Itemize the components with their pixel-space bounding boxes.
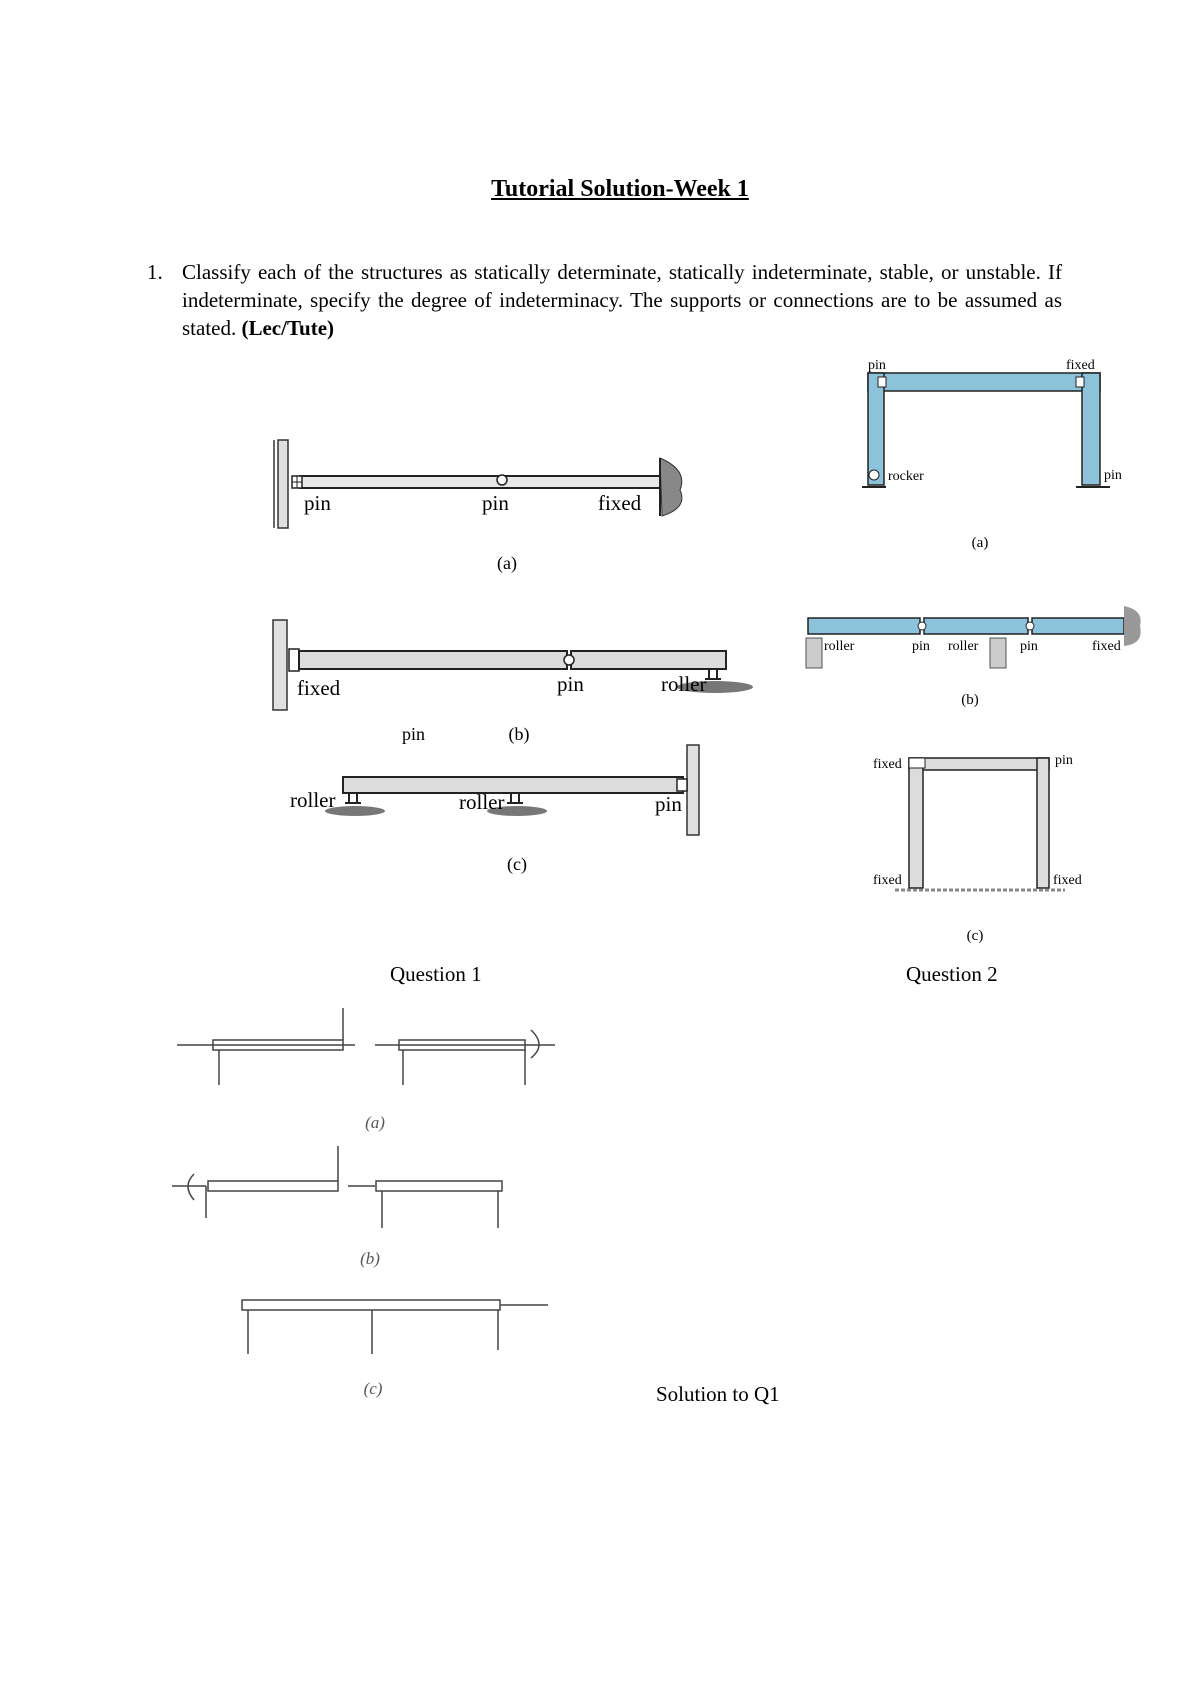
label-rocker: rocker <box>888 469 924 484</box>
label-fixed: fixed <box>1092 639 1121 654</box>
solution-caption-b: (b) <box>360 1249 380 1268</box>
wall <box>273 620 287 710</box>
fixed-support <box>660 458 682 516</box>
label-fixed: fixed <box>1066 358 1095 373</box>
q2-figure-c <box>865 750 1115 950</box>
page-title: Tutorial Solution-Week 1 <box>491 176 749 202</box>
pier <box>806 638 822 668</box>
label-roller: roller <box>459 790 505 814</box>
solution-figure-b <box>170 1140 550 1270</box>
label-pin: pin <box>304 491 331 515</box>
question-text <box>182 258 1062 342</box>
label-pin: pin <box>1020 639 1038 654</box>
solution-caption-c: (c) <box>363 1379 383 1398</box>
q1-figure-c <box>285 745 725 885</box>
label-pin: pin <box>868 358 886 373</box>
label-roller: roller <box>948 639 979 654</box>
column <box>909 758 923 888</box>
solution-caption-a: (a) <box>365 1113 385 1132</box>
stray-label-pin: pin <box>402 724 426 744</box>
label-roller: roller <box>824 639 855 654</box>
solution-figure-c <box>230 1290 560 1420</box>
label-pin: pin <box>655 792 682 816</box>
label-fixed: fixed <box>297 676 341 700</box>
beam <box>571 651 726 669</box>
caption-question-2: Question 2 <box>906 962 998 986</box>
beam <box>808 618 920 634</box>
pier <box>990 638 1006 668</box>
label-fixed: fixed <box>873 757 902 772</box>
question-number: 1. <box>147 260 163 284</box>
question-tag: (Lec/Tute) <box>241 316 335 340</box>
question-body: Classify each of the structures as statically determinate, statically indeterminate, stable, or unstable. If indeterminate, specify the degree of indeterminacy. The supports or connections are to be assumed as stated. <box>182 260 1062 340</box>
hinge <box>497 475 507 485</box>
label-fixed: fixed <box>1053 873 1082 888</box>
q2-figure-b <box>800 600 1150 710</box>
hinge <box>918 622 926 630</box>
beam <box>299 651 567 669</box>
column <box>868 373 884 485</box>
column <box>1082 373 1100 485</box>
caption-a: (a) <box>497 553 517 573</box>
label-pin: pin <box>482 491 509 515</box>
q2-figure-a <box>860 355 1140 555</box>
label-roller: roller <box>661 672 707 696</box>
beam <box>343 777 683 793</box>
label-pin: pin <box>1104 468 1122 483</box>
label-pin: pin <box>1055 753 1073 768</box>
beam <box>868 373 1100 391</box>
beam <box>1032 618 1124 634</box>
label-pin: pin <box>557 672 584 696</box>
beam <box>300 476 660 488</box>
beam <box>909 758 1049 770</box>
q1-figure-b <box>265 615 735 745</box>
caption-c: (c) <box>966 928 984 944</box>
beam <box>924 618 1028 634</box>
wall <box>687 745 699 835</box>
q1-figure-a <box>270 430 690 590</box>
column <box>1037 758 1049 888</box>
label-fixed: fixed <box>598 491 642 515</box>
hinge <box>1026 622 1034 630</box>
caption-question-1: Question 1 <box>390 962 482 986</box>
wall <box>278 440 288 528</box>
caption-solution: Solution to Q1 <box>656 1382 780 1406</box>
hinge <box>564 655 574 665</box>
label-roller: roller <box>290 788 336 812</box>
label-fixed: fixed <box>873 873 902 888</box>
solution-figure-a <box>175 1000 595 1140</box>
label-pin: pin <box>912 639 930 654</box>
caption-a: (a) <box>971 535 989 551</box>
caption-c: (c) <box>507 854 527 874</box>
caption-b: (b) <box>961 692 979 708</box>
caption-b: (b) <box>508 724 530 744</box>
